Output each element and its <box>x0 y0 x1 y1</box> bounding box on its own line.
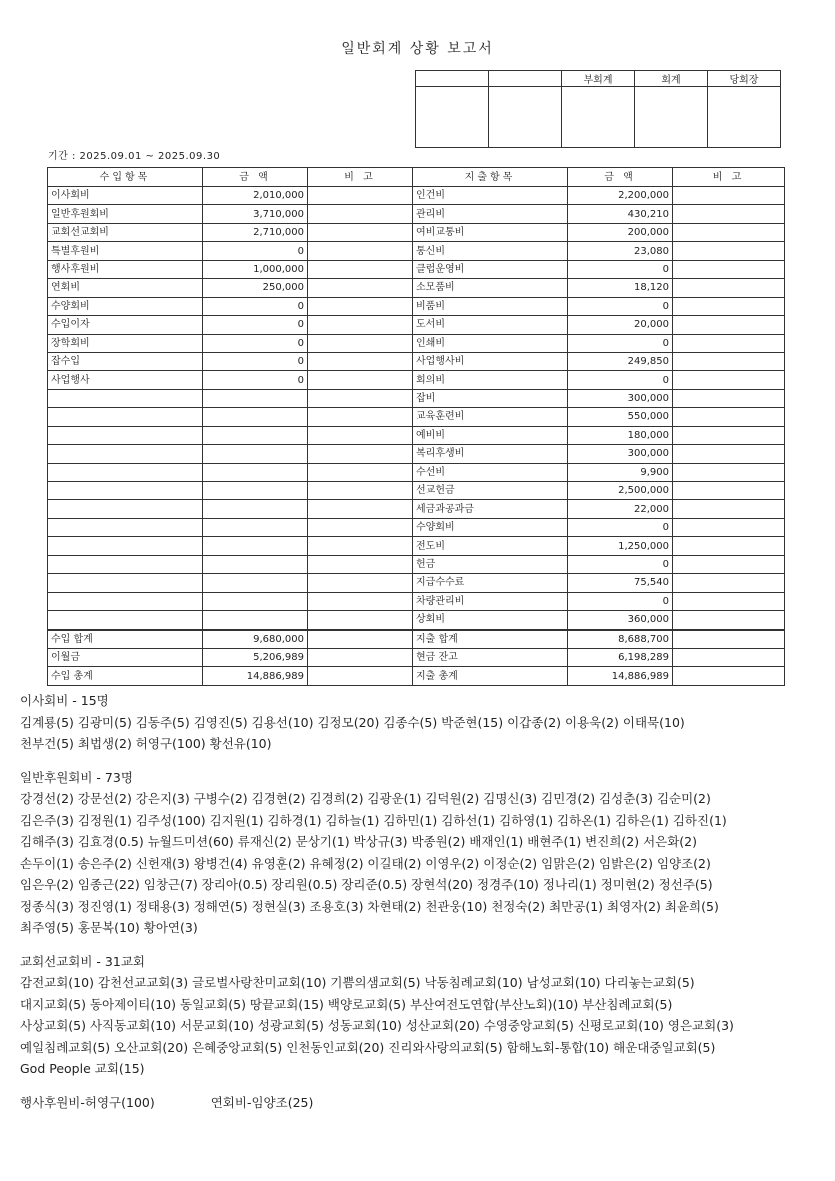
table-row <box>48 482 785 500</box>
income-amount <box>203 408 308 426</box>
expense-amount: 23,080 <box>568 242 673 260</box>
summary-expense-amount: 14,886,989 <box>568 667 673 685</box>
table-row <box>48 389 785 407</box>
income-note <box>308 518 413 536</box>
donor-list-line: 예일침례교회(5) 오산교회(20) 은혜중앙교회(5) 인천동인교회(20) 진리와사랑의교회(5) 함해노회-통합(10) 해운대중일교회(5) <box>20 1039 716 1055</box>
income-note <box>308 389 413 407</box>
approval-box <box>415 70 781 148</box>
income-amount-header: 금 액 <box>203 168 308 187</box>
donor-list-line: God People 교회(15) <box>20 1061 145 1076</box>
donor-list-line: 정종식(3) 정진영(1) 정태용(3) 정해연(5) 정현실(3) 조용호(3) 차현태(2) 천관웅(10) 천정숙(2) 최만공(1) 최영자(2) 최윤희(5) <box>20 898 719 914</box>
income-amount: 0 <box>203 352 308 370</box>
approval-sign-cell <box>708 87 781 148</box>
expense-note <box>673 242 785 260</box>
income-amount <box>203 611 308 630</box>
income-item <box>48 445 203 463</box>
table-row <box>48 426 785 444</box>
expense-amount: 0 <box>568 555 673 573</box>
donor-section <box>20 690 825 755</box>
expense-item: 상회비 <box>413 611 568 630</box>
table-row <box>48 187 785 205</box>
expense-note <box>673 445 785 463</box>
income-note <box>308 537 413 555</box>
income-amount <box>203 537 308 555</box>
expense-item-header: 지출항목 <box>413 168 568 187</box>
expense-amount: 300,000 <box>568 445 673 463</box>
income-amount <box>203 389 308 407</box>
income-amount: 250,000 <box>203 279 308 297</box>
donor-list-line: 김은주(3) 김정원(1) 김주성(100) 김지원(1) 김하경(1) 김하늘(1) 김하민(1) 김하선(1) 김하영(1) 김하온(1) 김하은(1) 김하진(1) <box>20 812 727 828</box>
footer-notes <box>20 1092 825 1114</box>
summary-income-amount: 5,206,989 <box>203 648 308 666</box>
expense-note <box>673 279 785 297</box>
summary-expense-amount: 6,198,289 <box>568 648 673 666</box>
income-item <box>48 555 203 573</box>
income-item <box>48 537 203 555</box>
summary-income-note <box>308 667 413 685</box>
income-amount: 3,710,000 <box>203 205 308 223</box>
table-row <box>48 242 785 260</box>
expense-note <box>673 518 785 536</box>
donor-list-line: 강경선(2) 강문선(2) 강은지(3) 구병수(2) 김경현(2) 김경희(2) 김광운(1) 김덕원(2) 김명신(3) 김민경(2) 김성춘(3) 김순미(2) <box>20 791 711 806</box>
income-item: 특별후원비 <box>48 242 203 260</box>
table-row <box>48 445 785 463</box>
donor-list-line: 최주영(5) 홍문복(10) 황아연(3) <box>20 920 198 935</box>
income-note <box>308 316 413 334</box>
expense-amount: 75,540 <box>568 574 673 592</box>
expense-amount: 550,000 <box>568 408 673 426</box>
donor-list-line: 임은우(2) 임종근(22) 임창근(7) 장리아(0.5) 장리원(0.5) 장리준(0.5) 장현석(20) 정경주(10) 정나리(1) 정미현(2) 정선주(5) <box>20 877 713 892</box>
expense-note <box>673 482 785 500</box>
expense-note <box>673 205 785 223</box>
expense-item: 통신비 <box>413 242 568 260</box>
income-item <box>48 574 203 592</box>
table-row <box>48 316 785 334</box>
income-item <box>48 463 203 481</box>
income-note <box>308 500 413 518</box>
table-row <box>48 371 785 389</box>
report-period: 기간 : 2025.09.01 ~ 2025.09.30 <box>48 151 221 162</box>
income-note <box>308 334 413 352</box>
income-item <box>48 500 203 518</box>
expense-item: 복리후생비 <box>413 445 568 463</box>
summary-income-note <box>308 630 413 649</box>
expense-amount: 2,500,000 <box>568 482 673 500</box>
income-item-header: 수입항목 <box>48 168 203 187</box>
expense-note <box>673 500 785 518</box>
donor-notes <box>20 690 825 1113</box>
table-row <box>48 555 785 573</box>
expense-item: 여비교통비 <box>413 223 568 241</box>
expense-note <box>673 408 785 426</box>
table-row <box>48 592 785 610</box>
finance-header-row <box>48 168 785 187</box>
expense-amount: 360,000 <box>568 611 673 630</box>
expense-item: 교육훈련비 <box>413 408 568 426</box>
expense-note <box>673 260 785 278</box>
donor-section-heading: 이사회비 - 15명 <box>20 693 109 708</box>
income-note <box>308 279 413 297</box>
table-row <box>48 537 785 555</box>
approval-label: 회계 <box>635 71 708 87</box>
income-note <box>308 205 413 223</box>
table-row <box>48 334 785 352</box>
income-amount: 0 <box>203 297 308 315</box>
income-note <box>308 242 413 260</box>
expense-item: 수선비 <box>413 463 568 481</box>
expense-item: 회의비 <box>413 371 568 389</box>
income-item: 사업행사 <box>48 371 203 389</box>
expense-item: 지급수수료 <box>413 574 568 592</box>
summary-expense-label: 지출 총계 <box>413 667 568 685</box>
donor-list-line: 천부건(5) 최법생(2) 허영구(100) 황선유(10) <box>20 736 272 751</box>
approval-label: 부회계 <box>562 71 635 87</box>
expense-amount: 249,850 <box>568 352 673 370</box>
report-title: 일반회계 상황 보고서 <box>341 41 494 57</box>
income-amount: 0 <box>203 242 308 260</box>
summary-expense-note <box>673 648 785 666</box>
summary-income-amount: 14,886,989 <box>203 667 308 685</box>
expense-note-header: 비 고 <box>673 168 785 187</box>
income-note <box>308 352 413 370</box>
summary-expense-note <box>673 630 785 649</box>
income-item <box>48 408 203 426</box>
income-amount <box>203 445 308 463</box>
approval-sign-cell <box>416 87 489 148</box>
donor-section <box>20 767 825 939</box>
table-row <box>48 352 785 370</box>
income-note <box>308 463 413 481</box>
income-note <box>308 371 413 389</box>
expense-amount: 0 <box>568 297 673 315</box>
expense-amount: 430,210 <box>568 205 673 223</box>
expense-note <box>673 334 785 352</box>
table-row <box>48 297 785 315</box>
summary-row <box>48 667 785 685</box>
expense-note <box>673 352 785 370</box>
expense-note <box>673 537 785 555</box>
expense-item: 관리비 <box>413 205 568 223</box>
income-item: 연회비 <box>48 279 203 297</box>
expense-note <box>673 611 785 630</box>
summary-expense-amount: 8,688,700 <box>568 630 673 649</box>
donor-list-line: 대지교회(5) 동아제이티(10) 동일교회(5) 땅끝교회(15) 백양로교회(5) 부산여전도연합(부산노회)(10) 부산침례교회(5) <box>20 996 673 1012</box>
income-amount <box>203 426 308 444</box>
income-amount <box>203 482 308 500</box>
table-row <box>48 611 785 630</box>
expense-item: 도서비 <box>413 316 568 334</box>
expense-amount: 200,000 <box>568 223 673 241</box>
expense-item: 인쇄비 <box>413 334 568 352</box>
expense-note <box>673 187 785 205</box>
expense-amount: 18,120 <box>568 279 673 297</box>
summary-income-amount: 9,680,000 <box>203 630 308 649</box>
income-item: 교회선교회비 <box>48 223 203 241</box>
donor-list-line: 김해주(3) 김효경(0.5) 뉴월드미션(60) 류재신(2) 문상기(1) 박상규(3) 박종원(2) 배재인(1) 배현주(1) 변진희(2) 서은화(2) <box>20 834 698 849</box>
expense-item: 클럽운영비 <box>413 260 568 278</box>
expense-amount: 2,200,000 <box>568 187 673 205</box>
income-item: 잡수입 <box>48 352 203 370</box>
expense-amount: 0 <box>568 518 673 536</box>
income-amount <box>203 500 308 518</box>
expense-note <box>673 574 785 592</box>
finance-table <box>47 167 785 686</box>
income-item: 일반후원회비 <box>48 205 203 223</box>
expense-amount: 0 <box>568 371 673 389</box>
expense-note <box>673 223 785 241</box>
expense-item: 전도비 <box>413 537 568 555</box>
income-item: 행사후원비 <box>48 260 203 278</box>
table-row <box>48 279 785 297</box>
income-amount: 0 <box>203 334 308 352</box>
expense-note <box>673 389 785 407</box>
expense-amount: 300,000 <box>568 389 673 407</box>
expense-amount: 0 <box>568 334 673 352</box>
income-note <box>308 482 413 500</box>
donor-list-line: 사상교회(5) 사직동교회(10) 서문교회(10) 성광교회(5) 성동교회(10) 성산교회(20) 수영중앙교회(5) 신평로교회(10) 영은교회(3) <box>20 1018 734 1033</box>
income-amount: 0 <box>203 371 308 389</box>
approval-label <box>489 71 562 87</box>
expense-amount: 180,000 <box>568 426 673 444</box>
income-amount: 1,000,000 <box>203 260 308 278</box>
expense-item: 수양회비 <box>413 518 568 536</box>
income-note <box>308 408 413 426</box>
table-row <box>48 574 785 592</box>
income-amount <box>203 592 308 610</box>
summary-income-note <box>308 648 413 666</box>
expense-item: 인건비 <box>413 187 568 205</box>
expense-note <box>673 297 785 315</box>
income-amount <box>203 574 308 592</box>
expense-item: 예비비 <box>413 426 568 444</box>
income-item <box>48 482 203 500</box>
expense-note <box>673 592 785 610</box>
summary-income-label: 수입 합계 <box>48 630 203 649</box>
expense-item: 비품비 <box>413 297 568 315</box>
expense-item: 사업행사비 <box>413 352 568 370</box>
income-note <box>308 611 413 630</box>
summary-income-label: 이월금 <box>48 648 203 666</box>
income-amount: 2,710,000 <box>203 223 308 241</box>
expense-note <box>673 555 785 573</box>
expense-note <box>673 426 785 444</box>
approval-label <box>416 71 489 87</box>
income-note <box>308 297 413 315</box>
summary-expense-label: 지출 합계 <box>413 630 568 649</box>
table-row <box>48 500 785 518</box>
expense-amount: 20,000 <box>568 316 673 334</box>
income-note <box>308 187 413 205</box>
summary-row <box>48 648 785 666</box>
income-note-header: 비 고 <box>308 168 413 187</box>
expense-amount: 9,900 <box>568 463 673 481</box>
expense-item: 선교헌금 <box>413 482 568 500</box>
expense-amount: 1,250,000 <box>568 537 673 555</box>
expense-item: 소모품비 <box>413 279 568 297</box>
footer-event-donation: 행사후원비-허영구(100) <box>20 1094 155 1110</box>
income-note <box>308 445 413 463</box>
income-item <box>48 389 203 407</box>
income-note <box>308 260 413 278</box>
income-note <box>308 592 413 610</box>
table-row <box>48 518 785 536</box>
expense-item: 헌금 <box>413 555 568 573</box>
table-row <box>48 223 785 241</box>
income-amount <box>203 518 308 536</box>
donor-list-line: 손두이(1) 송은주(2) 신헌재(3) 왕병건(4) 유영훈(2) 유혜정(2) 이길태(2) 이영우(2) 이정순(2) 임맑은(2) 임밝은(2) 임양조(2) <box>20 855 711 871</box>
approval-label: 당회장 <box>708 71 781 87</box>
income-item: 수양회비 <box>48 297 203 315</box>
income-item: 수입이자 <box>48 316 203 334</box>
expense-note <box>673 463 785 481</box>
table-row <box>48 260 785 278</box>
donor-list-line: 감전교회(10) 감천선교교회(3) 글로벌사랑찬미교회(10) 기쁨의샘교회(5) 낙동침례교회(10) 남성교회(10) 다리놓는교회(5) <box>20 975 695 990</box>
donor-list-line: 김계룡(5) 김광미(5) 김동주(5) 김영진(5) 김용선(10) 김정모(20) 김종수(5) 박준현(15) 이갑종(2) 이용욱(2) 이태묵(10) <box>20 714 685 730</box>
expense-note <box>673 316 785 334</box>
approval-sign-cell <box>489 87 562 148</box>
income-item: 이사회비 <box>48 187 203 205</box>
expense-item: 차량관리비 <box>413 592 568 610</box>
income-item: 장학회비 <box>48 334 203 352</box>
summary-expense-note <box>673 667 785 685</box>
expense-amount-header: 금 액 <box>568 168 673 187</box>
expense-item: 잡비 <box>413 389 568 407</box>
income-amount: 2,010,000 <box>203 187 308 205</box>
donor-section-heading: 교회선교회비 - 31교회 <box>20 953 145 969</box>
income-note <box>308 426 413 444</box>
expense-note <box>673 371 785 389</box>
income-item <box>48 611 203 630</box>
expense-item: 세금과공과금 <box>413 500 568 518</box>
summary-income-label: 수입 총계 <box>48 667 203 685</box>
income-amount <box>203 555 308 573</box>
table-row <box>48 408 785 426</box>
income-note <box>308 555 413 573</box>
income-item <box>48 518 203 536</box>
table-row <box>48 205 785 223</box>
table-row <box>48 463 785 481</box>
income-amount <box>203 463 308 481</box>
summary-expense-label: 현금 잔고 <box>413 648 568 666</box>
expense-amount: 0 <box>568 260 673 278</box>
donor-section-heading: 일반후원회비 - 73명 <box>20 769 133 785</box>
income-item <box>48 426 203 444</box>
approval-sign-cell <box>635 87 708 148</box>
expense-amount: 0 <box>568 592 673 610</box>
donor-section <box>20 951 825 1080</box>
income-amount: 0 <box>203 316 308 334</box>
expense-amount: 22,000 <box>568 500 673 518</box>
summary-row <box>48 630 785 649</box>
income-item <box>48 592 203 610</box>
approval-sign-cell <box>562 87 635 148</box>
income-note <box>308 574 413 592</box>
income-note <box>308 223 413 241</box>
footer-annual-fee: 연회비-임양조(25) <box>210 1094 314 1110</box>
